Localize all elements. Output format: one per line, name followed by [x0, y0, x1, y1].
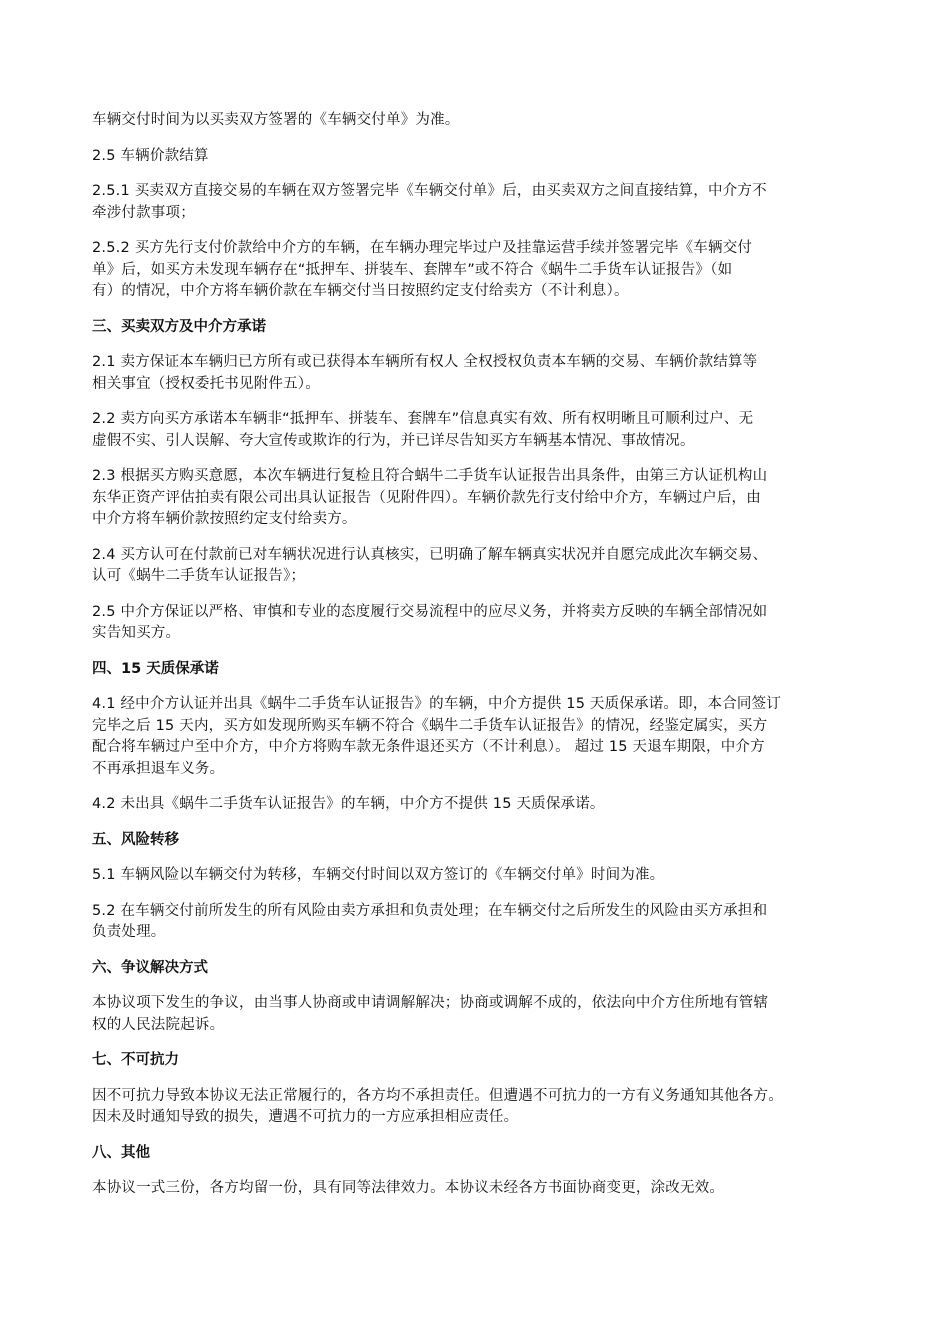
text-line: 单》后，如买方未发现车辆存在“抵押车、拼装车、套牌车”或不符合《蜗牛二手货车认证报告》（如 [92, 261, 733, 278]
text-line: 本协议一式三份，各方均留一份，具有同等法律效力。本协议未经各方书面协商变更，涂改无效。 [92, 1180, 725, 1196]
text-line: 相关事宜（授权委托书见附件五）。 [92, 375, 320, 392]
text-line: 2.5.1 买卖双方直接交易的车辆在双方签署完毕《车辆交付单》后，由买卖双方之间直接结算，中介方不 [92, 183, 767, 199]
paragraph [92, 694, 882, 780]
paragraph [92, 545, 882, 588]
section-heading [92, 317, 882, 339]
paragraph [92, 602, 882, 645]
document-page [92, 110, 882, 1214]
paragraph [92, 181, 882, 224]
section-heading [92, 958, 882, 980]
paragraph [92, 901, 882, 944]
text-line: 牵涉付款事项； [92, 204, 195, 221]
text-line: 不再承担退车义务。 [92, 760, 225, 777]
paragraph [92, 993, 882, 1036]
text-line: 5.1 车辆风险以车辆交付为转移，车辆交付时间以双方签订的《车辆交付单》时间为准。 [92, 867, 665, 883]
paragraph [92, 409, 882, 452]
section-heading [92, 1050, 882, 1072]
text-line: 因未及时通知导致的损失，遭遇不可抗力的一方应承担相应责任。 [92, 1109, 519, 1125]
section-heading [92, 830, 882, 852]
text-line: 2.4 买方认可在付款前已对车辆状况进行认真核实，已明确了解车辆真实状况并自愿完成此次车辆交易、 [92, 546, 768, 563]
paragraph [92, 146, 882, 168]
text-line: 认可《蜗牛二手货车认证报告》； [92, 568, 306, 584]
paragraph [92, 466, 882, 531]
paragraph [92, 1086, 882, 1129]
text-line: 有）的情况，中介方将车辆价款在车辆交付当日按照约定支付给卖方（不计利息）。 [92, 283, 629, 299]
text-line: 五、风险转移 [92, 831, 179, 848]
text-line: 2.1 卖方保证本车辆归已方所有或已获得本车辆所有权人 全权授权负责本车辆的交易、车辆价款结算等 [92, 354, 758, 370]
text-line: 车辆交付时间为以买卖双方签署的《车辆交付单》为准。 [92, 112, 460, 128]
paragraph [92, 110, 882, 132]
paragraph [92, 1178, 882, 1200]
paragraph [92, 238, 882, 303]
text-line: 中介方将车辆价款按照约定支付给卖方。 [92, 511, 357, 527]
text-line: 本协议项下发生的争议，由当事人协商或申请调解解决；协商或调解不成的，依法向中介方住所地有管辖 [92, 995, 769, 1011]
text-line: 权的人民法院起诉。 [92, 1016, 225, 1033]
text-line: 虚假不实、引人误解、夸大宣传或欺诈的行为，并已详尽告知买方车辆基本情况、事故情况。 [92, 432, 695, 449]
section-heading [92, 659, 882, 681]
text-line: 六、争议解决方式 [92, 959, 208, 976]
paragraph [92, 865, 882, 887]
text-line: 完毕之后 15 天内，买方如发现所购买车辆不符合《蜗牛二手货车认证报告》的情况，经鉴定属实，买方 [92, 717, 768, 734]
text-line: 三、买卖双方及中介方承诺 [92, 318, 266, 335]
text-line: 2.5 中介方保证以严格、审慎和专业的态度履行交易流程中的应尽义务，并将卖方反映的车辆全部情况如 [92, 603, 768, 620]
text-line: 5.2 在车辆交付前所发生的所有风险由卖方承担和负责处理；在车辆交付之后所发生的风险由买方承担和 [92, 902, 768, 919]
text-line: 七、不可抗力 [92, 1052, 179, 1068]
paragraph [92, 794, 882, 816]
text-line: 4.1 经中介方认证并出具《蜗牛二手货车认证报告》的车辆，中介方提供 15 天质保承诺。即，本合同签订 [92, 696, 782, 712]
text-line: 负责处理。 [92, 924, 166, 940]
text-line: 2.5.2 买方先行支付价款给中介方的车辆，在车辆办理完毕过户及挂靠运营手续并签署完毕《车辆交付 [92, 240, 753, 256]
text-line: 2.5 车辆价款结算 [92, 147, 209, 164]
text-line: 2.3 根据买方购买意愿，本次车辆进行复检且符合蜗牛二手货车认证报告出具条件，由第三方认证机构山 [92, 468, 768, 484]
text-line: 八、其他 [92, 1144, 150, 1161]
paragraph [92, 352, 882, 395]
text-line: 实告知买方。 [92, 625, 181, 641]
text-line: 东华正资产评估拍卖有限公司出具认证报告（见附件四）。车辆价款先行支付给中介方，车辆过户后，由 [92, 489, 761, 506]
section-heading [92, 1143, 882, 1165]
text-line: 2.2 卖方向买方承诺本车辆非“抵押车、拼装车、套牌车”信息真实有效、所有权明晰且可顺利过户、无 [92, 411, 754, 427]
text-line: 4.2 未出具《蜗牛二手货车认证报告》的车辆，中介方不提供 15 天质保承诺。 [92, 796, 605, 812]
text-line: 配合将车辆过户至中介方，中介方将购车款无条件退还买方（不计利息）。 超过 15 天退车期限，中介方 [92, 739, 765, 755]
text-line: 四、15 天质保承诺 [92, 660, 219, 677]
text-line: 因不可抗力导致本协议无法正常履行的，各方均不承担责任。但遭遇不可抗力的一方有义务通知其他各方。 [92, 1087, 783, 1104]
